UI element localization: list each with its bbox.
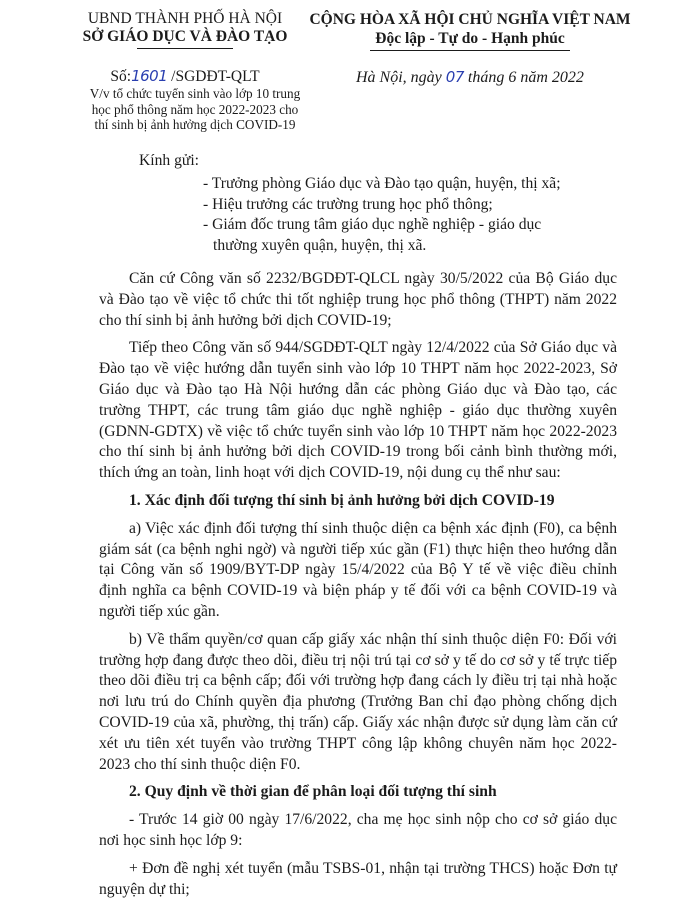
paragraph: Căn cứ Công văn số 2232/BGDĐT-QLCL ngày 30/5/2022 của Bộ Giáo dục và Đào tạo về việc tổ chức thi tốt nghiệp trung học phổ thông (THPT) năm 2022 cho thí sinh bị ảnh hưởng bởi dịch COVID-19; xyxy=(99,269,617,329)
document-number: Số:1601 /SGDĐT-QLT xyxy=(110,67,260,85)
issuing-agency xyxy=(60,10,310,49)
agency-name: SỞ GIÁO DỤC VÀ ĐÀO TẠO xyxy=(82,28,288,45)
agency-underline xyxy=(137,48,233,49)
paragraph: a) Việc xác định đối tượng thí sinh thuộc diện ca bệnh xác định (F0), ca bệnh giám sát (ca bệnh nghi ngờ) và người tiếp xúc gần (F1) thực hiện theo hướng dẫn tại Công văn số 1909/BYT-DP ngày 15/4/2022 của Bộ Y tế về việc điều chỉnh định nghĩa ca bệnh COVID-19 và biện pháp y tế đối với ca bệnh COVID-19 và người tiếp xúc gần. xyxy=(99,519,617,620)
motto-underline xyxy=(370,50,570,51)
national-motto xyxy=(300,10,640,51)
subject-line: V/v tổ chức tuyển sinh vào lớp 10 trung học phổ thông năm học 2022-2023 cho thí sinh bị ảnh hưởng dịch COVID-19 xyxy=(89,86,301,133)
recipient-item: - Trưởng phòng Giáo dục và Đào tạo quận, huyện, thị xã; xyxy=(203,174,561,192)
paragraph: Tiếp theo Công văn số 944/SGDĐT-QLT ngày 12/4/2022 của Sở Giáo dục và Đào tạo về việc hướng dẫn tuyển sinh vào lớp 10 THPT năm học 2022-2023, Sở Giáo dục và Đào tạo Hà Nội hướng dẫn các phòng Giáo dục và Đào tạo, các trường THPT, các trung tâm giáo dục nghề nghiệp - giáo dục thường xuyên (GDNN-GDTX) về việc tổ chức tuyển sinh vào lớp 10 THPT năm học 2022-2023 cho thí sinh bị ảnh hưởng bởi dịch COVID-19 trong bối cảnh bình thường mới, thích ứng an toàn, linh hoạt với dịch COVID-19, nội dung cụ thể như sau: xyxy=(99,339,617,482)
handwritten-day: 07 xyxy=(445,68,464,86)
paragraph: b) Về thẩm quyền/cơ quan cấp giấy xác nhận thí sinh thuộc diện F0: Đối với trường hợp đang được theo dõi, điều trị nội trú tại cơ sở y tế do cơ sở y tế trực tiếp theo dõi điều trị ca bệnh cấp; đối với trường hợp đang cách ly điều trị tại nhà hoặc nơi lưu trú do Chính quyền địa phương (Trưởng Ban chỉ đạo phòng chống dịch COVID-19 của xã, phường, thị trấn) cấp. Giấy xác nhận được sử dụng làm căn cứ xét ưu tiên xét tuyển vào trường THPT công lập không chuyên năm học 2022-2023 cho thí sinh thuộc diện F0. xyxy=(99,630,617,773)
paragraph: - Trước 14 giờ 00 ngày 17/6/2022, cha mẹ học sinh nộp cho cơ sở giáo dục nơi học sinh học lớp 9: xyxy=(99,811,617,849)
section-heading: 1. Xác định đối tượng thí sinh bị ảnh hưởng bởi dịch COVID-19 xyxy=(129,491,555,509)
agency-parent: UBND THÀNH PHỐ HÀ NỘI xyxy=(87,10,283,27)
letter-body xyxy=(99,151,617,900)
salutation: Kính gửi: xyxy=(139,152,199,169)
recipient-item-continued: thường xuyên quận, huyện, thị xã. xyxy=(213,237,427,255)
handwritten-number: 1601 xyxy=(131,67,168,85)
recipient-item: - Hiệu trưởng các trường trung học phổ thông; xyxy=(203,195,493,213)
issue-date: Hà Nội, ngày 07 tháng 6 năm 2022 xyxy=(356,68,584,86)
section-heading: 2. Quy định về thời gian để phân loại đối tượng thí sinh xyxy=(129,783,497,801)
nation-name: CỘNG HÒA XÃ HỘI CHỦ NGHĨA VIỆT NAM xyxy=(309,11,631,28)
motto: Độc lập - Tự do - Hạnh phúc xyxy=(375,30,565,47)
recipient-item: - Giám đốc trung tâm giáo dục nghề nghiệp - giáo dục xyxy=(203,216,542,234)
paragraph: + Đơn đề nghị xét tuyển (mẫu TSBS-01, nhận tại trường THCS) hoặc Đơn tự nguyện dự thi; xyxy=(99,859,617,898)
